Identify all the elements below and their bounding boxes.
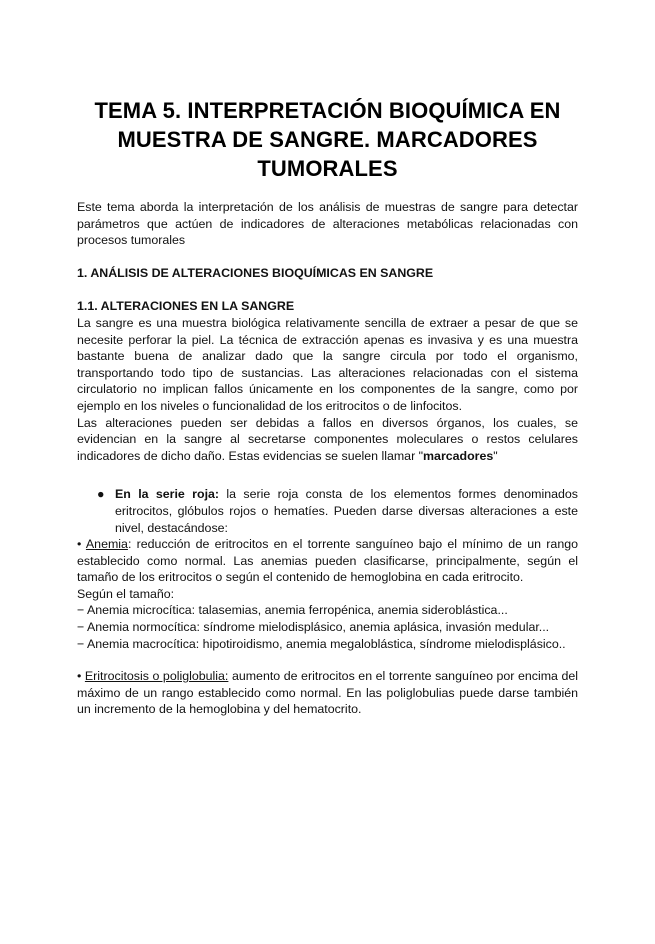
anemia-term: Anemia bbox=[85, 537, 128, 552]
markers-paragraph bbox=[77, 415, 578, 465]
red-series-description: la serie roja consta de los elementos formes denominados eritrocitos, glóbulos rojos o hematíes. Pueden darse diversas alteraciones a este nivel, destacándose: bbox=[115, 487, 578, 535]
section-heading: 1. ANÁLISIS DE ALTERACIONES BIOQUÍMICAS EN SANGRE bbox=[77, 265, 434, 280]
red-series-lead: En la serie roja: bbox=[115, 487, 220, 502]
eritrocitosis-term: Eritrocitosis o poliglobulia: bbox=[84, 669, 229, 684]
anemia-paragraph bbox=[77, 536, 578, 586]
intro-paragraph: Este tema aborda la interpretación de los análisis de muestras de sangre para detectar parámetros que actúen de indicadores de alteraciones metabólicas relacionadas con procesos tumorales bbox=[77, 200, 578, 248]
blood-sample-paragraph: La sangre es una muestra biológica relativamente sencilla de extraer a pesar de que se necesite perforar la piel. La técnica de extracción apenas es invasiva y es una muestra bastante buena de analizar dado que la sangre circula por todo el organismo, transportando todo tipo de sustancias. Las alteraciones relacionadas con el sistema circulatorio no implican fallos únicamente en los componentes de la sangre, como por ejemplo en los niveles o funcionalidad de los eritrocitos o de linfocitos. bbox=[77, 315, 578, 413]
anemia-bullet: • bbox=[77, 537, 86, 552]
anemia-types-list bbox=[77, 602, 578, 652]
eritrocitosis-bullet: • bbox=[77, 669, 85, 684]
anemia-size-label: Según el tamaño: bbox=[77, 586, 175, 601]
spacer bbox=[77, 652, 578, 668]
list-item: − Anemia macrocítica: hipotiroidismo, anemia megaloblástica, síndrome mielodisplásico.. bbox=[77, 636, 566, 651]
markers-close-quote: " bbox=[493, 448, 498, 463]
anemia-description: : reducción de eritrocitos en el torrente sanguíneo bajo el mínimo de un rango establecido como normal. Las anemias pueden clasificarse, principalmente, según el tamaño de los eritrocitos o según el contenido de hemoglobina en cada eritrocito. bbox=[77, 537, 578, 585]
eritrocitosis-paragraph bbox=[77, 668, 578, 718]
document-page bbox=[0, 96, 655, 944]
red-series-text bbox=[115, 486, 578, 536]
markers-text: Las alteraciones pueden ser debidas a fallos en diversos órganos, los cuales, se evidencian en la sangre al secretarse componentes moleculares o restos celulares indicadores de dicho daño. Estas evidencias se suelen llamar " bbox=[77, 415, 578, 463]
red-series-bullet bbox=[77, 486, 578, 536]
list-item: − Anemia microcítica: talasemias, anemia ferropénica, anemia sideroblástica... bbox=[77, 603, 508, 618]
bullet-dot-icon: ● bbox=[97, 487, 105, 502]
list-item: − Anemia normocítica: síndrome mielodisplásico, anemia aplásica, invasión medular... bbox=[77, 620, 550, 635]
eritrocitosis-description: aumento de eritrocitos en el torrente sanguíneo por encima del máximo de un rango establecido como normal. En las poliglobulias puede darse también un incremento de la hemoglobina y del hematocrito. bbox=[77, 669, 579, 717]
markers-term: marcadores bbox=[423, 448, 494, 463]
document-title: TEMA 5. INTERPRETACIÓN BIOQUÍMICA EN MUESTRA DE SANGRE. MARCADORES TUMORALES bbox=[94, 98, 561, 181]
subsection-heading: 1.1. ALTERACIONES EN LA SANGRE bbox=[77, 299, 295, 314]
